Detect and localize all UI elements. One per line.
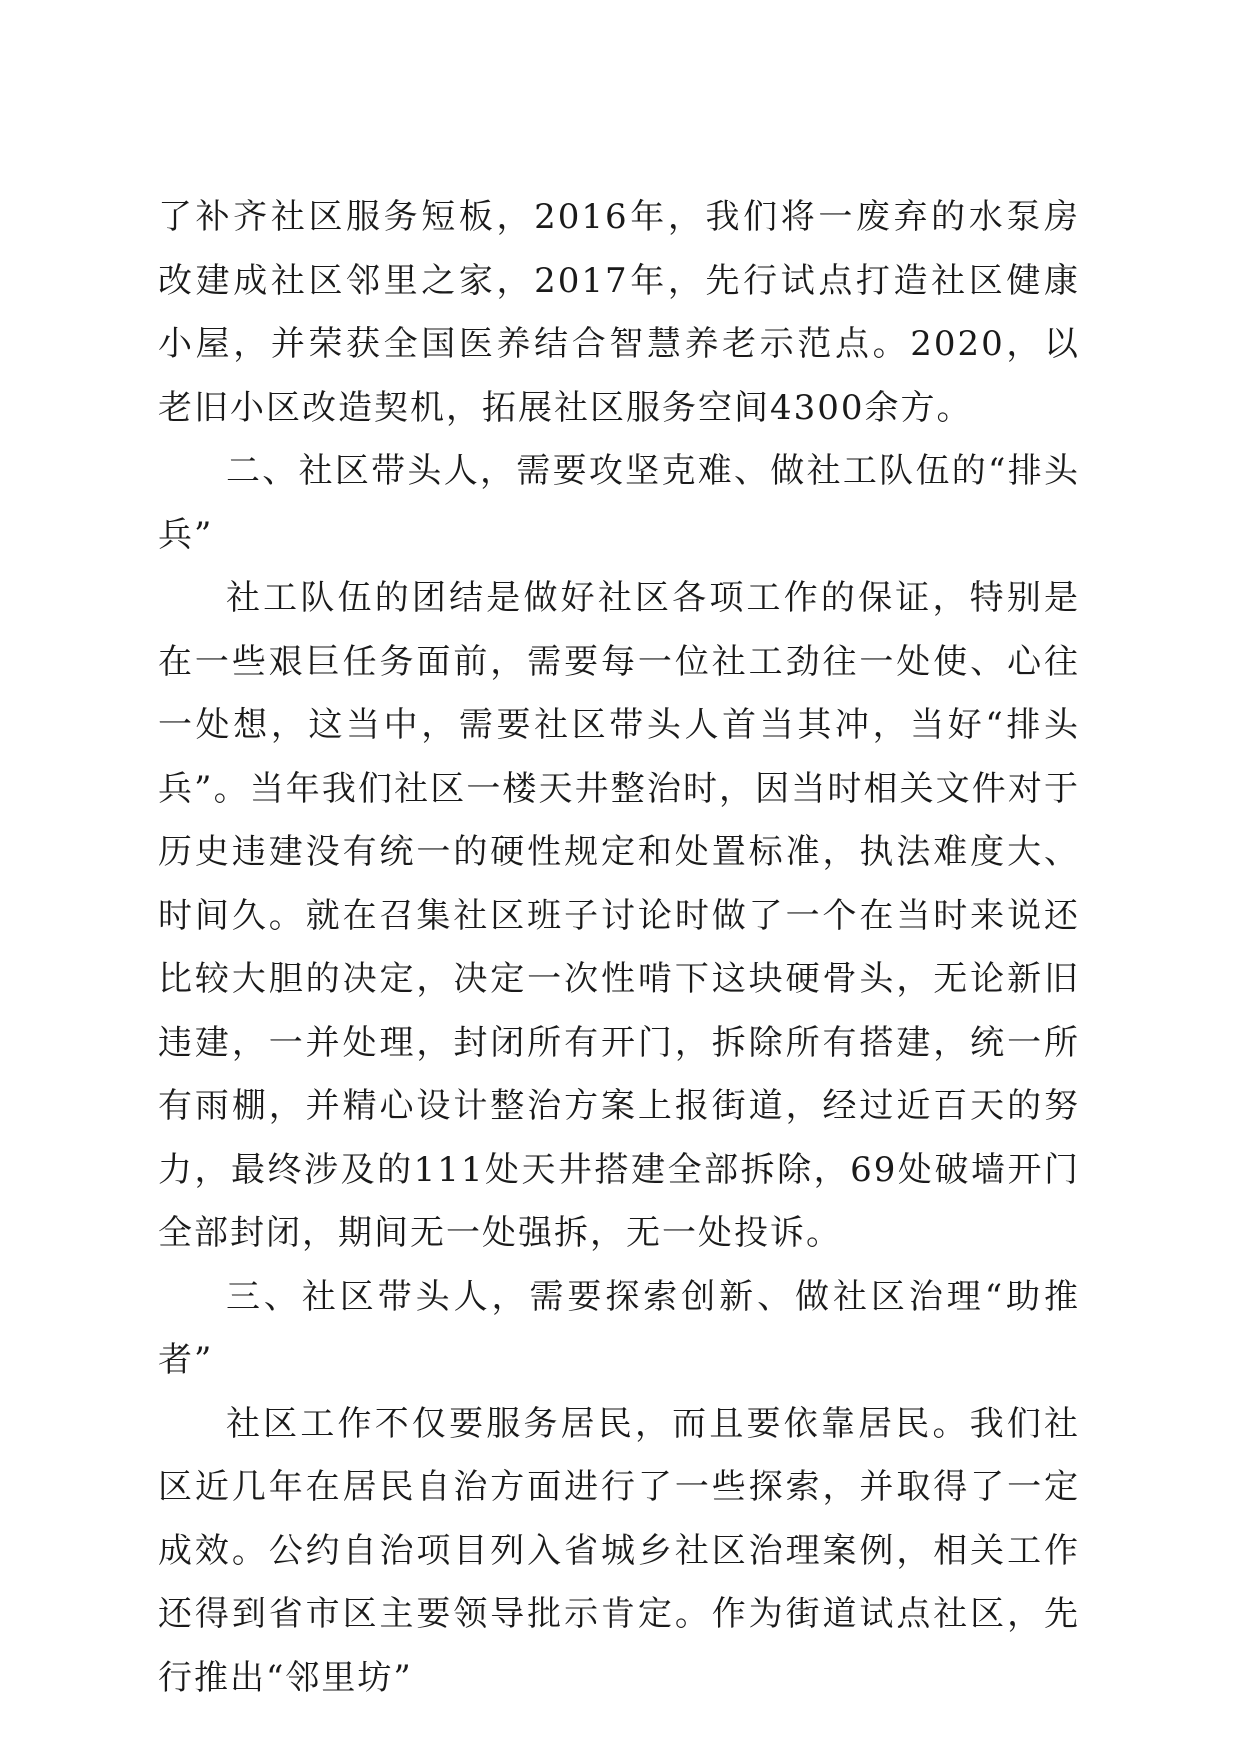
paragraph-social-workers: 社工队伍的团结是做好社区各项工作的保证，特别是在一些艰巨任务面前，需要每一位社工劲往一处使、心往一处想，这当中，需要社区带头人首当其冲，当好“排头兵”。当年我们社区一楼天井整治时，因当时相关文件对于历史违建没有统一的硬性规定和处置标准，执法难度大、时间久。就在召集社区班子讨论时做了一个在当时来说还比较大胆的决定，决定一次性啃下这块硬骨头，无论新旧违建，一并处理，封闭所有开门，拆除所有搭建，统一所有雨棚，并精心设计整治方案上报街道，经过近百天的努力，最终涉及的111处天井搭建全部拆除，69处破墙开门全部封闭，期间无一处强拆，无一处投诉。	[158, 578, 1080, 1253]
section-heading-two: 二、社区带头人，需要攻坚克难、做社工队伍的“排头兵”	[158, 451, 1080, 555]
paragraph-service-space: 了补齐社区服务短板，2016年，我们将一废弃的水泵房改建成社区邻里之家，2017年，先行试点打造社区健康小屋，并荣获全国医养结合智慧养老示范点。2020，以老旧小区改造契机，拓展社区服务空间4300余方。	[158, 197, 1080, 428]
paragraph-resident-autonomy: 社区工作不仅要服务居民，而且要依靠居民。我们社区近几年在居民自治方面进行了一些探索，并取得了一定成效。公约自治项目列入省城乡社区治理案例，相关工作还得到省市区主要领导批示肯定。作为街道试点社区，先行推出“邻里坊”	[158, 1403, 1080, 1698]
section-heading-three: 三、社区带头人，需要探索创新、做社区治理“助推者”	[158, 1276, 1080, 1380]
document-body	[158, 186, 1080, 1710]
